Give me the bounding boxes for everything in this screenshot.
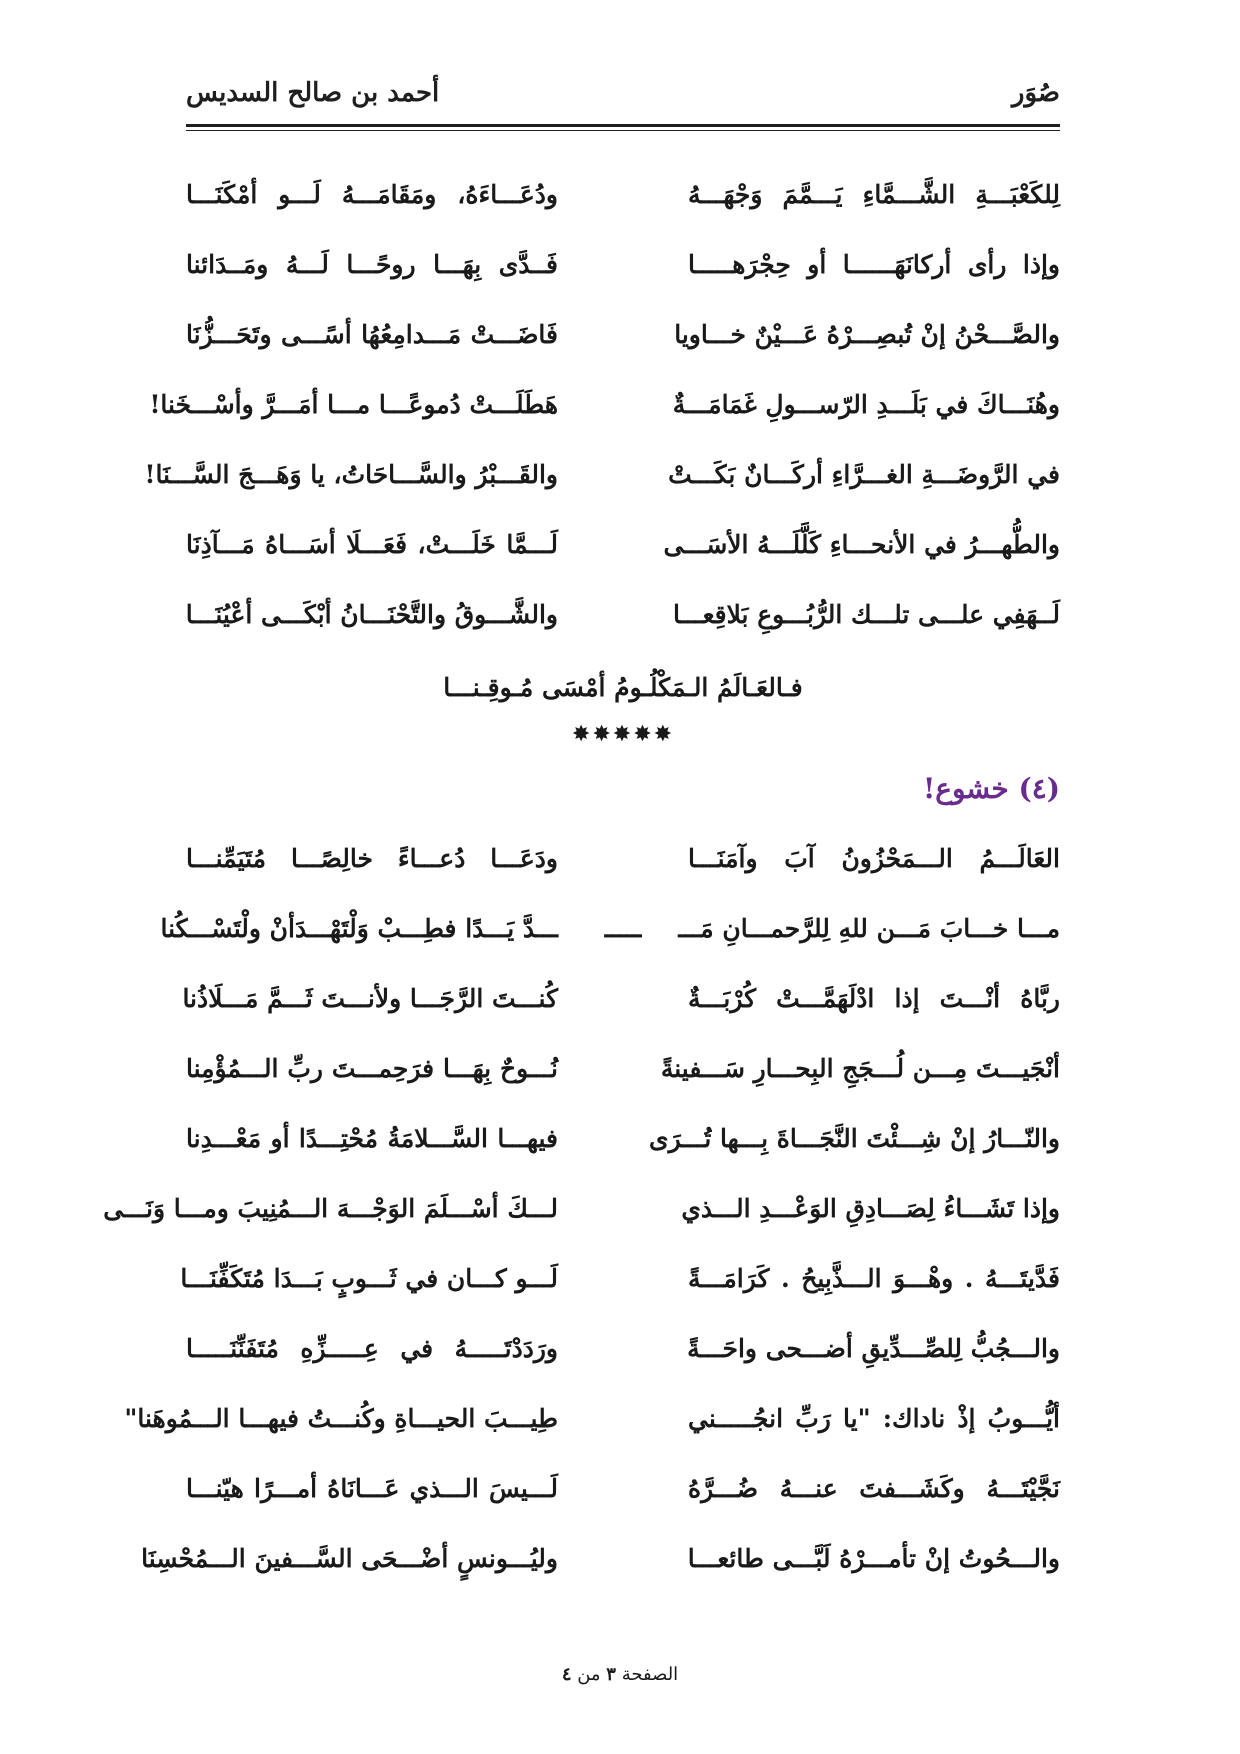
hemistich-first: والـــجُبُّ لِلصِّـــدِّيقِ أضـــحى واحَـــةً bbox=[687, 1334, 1060, 1363]
verse bbox=[180, 1264, 1060, 1334]
hemistich-first: والطُّهـــرُ في الأنحـــاءِ كَلَّلَـــهُ الأسَـــى bbox=[663, 530, 1060, 559]
hemistich-second: فَــدَّى بِهَـــا روحًـــا لَـــهُ ومَــدَائنا bbox=[186, 250, 558, 279]
page-label: الصفحة bbox=[621, 1664, 679, 1685]
hemistich-first: والصَّـــحْنُ إنْ تُبصِـــرْهُ عَـــيْنٌ خـــاويا bbox=[674, 320, 1060, 349]
hemistich-first: العَالَـــمُ الـــمَحْزُونُ آبَ وآمَنَـــا bbox=[688, 844, 1060, 873]
hemistich-second: ورَدَدْتَـــــهُ في عِـــــزِّهِ مُتَفَنِّنَـــــا bbox=[186, 1334, 558, 1363]
verse bbox=[103, 1194, 1060, 1264]
verse bbox=[186, 250, 1060, 320]
running-header bbox=[186, 78, 1060, 118]
hemistich-first: أيُّـــوبُ إذْ ناداك: "يا رَبِّ انجُـــــني bbox=[688, 1404, 1060, 1433]
hemistich-first: فَدَّيتَـــهُ . وهْـــوَ الـــذَّبِيحُ . كَرَامَـــةً bbox=[688, 1264, 1060, 1293]
hemistich-second: والشَّـــوقُ والتَّحْنَـــانُ أبْكَـــى أعْيُنَـــا bbox=[185, 600, 558, 629]
verse bbox=[186, 1124, 1060, 1194]
header-rule-thin bbox=[186, 130, 1060, 131]
verse bbox=[182, 984, 1060, 1054]
star-separator: ✸✸✸✸✸ bbox=[571, 722, 675, 747]
hemistich-first: لَــهَفِي علـــى تلـــك الرُّبُـــوعِ بَلاقِعـــا bbox=[673, 600, 1060, 629]
hemistich-first: ربَّاهُ أنْـــتَ إذا ادْلَهَمَّـــتْ كُرْبَـــةٌ bbox=[688, 984, 1060, 1013]
verse bbox=[186, 844, 1060, 914]
hemistich-second: ـــدَّ يَـــدًا فطِـــبْ وَلْتَهْـــدَأنْ ولْتَسْـــكُنا bbox=[160, 914, 558, 943]
hemistich-second: لـــكَ أسْـــلَمَ الوَجْـــهَ الـــمُنِيبَ ومـــا وَنَـــى bbox=[103, 1194, 558, 1223]
hemistich-first: أنْجَيـــتَ مِـــن لُـــجَجِ البِحـــارِ سَـــفينةً bbox=[660, 1054, 1060, 1083]
verse bbox=[141, 1544, 1060, 1614]
hemistich-first: والـــحُوتُ إنْ تأمـــرْهُ لَبَّـــى طائعـــا bbox=[687, 1544, 1060, 1573]
hemistich-connector: ـــــ bbox=[604, 914, 642, 943]
verse bbox=[160, 914, 1060, 984]
hemistich-second: ودَعَـــا دُعـــاءً خالِصًـــا مُتَيَمِّنـــا bbox=[186, 844, 558, 873]
verse bbox=[124, 1404, 1060, 1474]
hemistich-second: طِيـــبَ الحيـــاةِ وكُنـــتُ فيهـــا الـــمُوهَنا" bbox=[124, 1404, 558, 1433]
verse bbox=[186, 600, 1060, 670]
verse bbox=[186, 1474, 1060, 1544]
hemistich-second: لَـــمَّا خَلَـــتْ، فَعَـــلَا أسَـــاهُ مَـــآذِنَا bbox=[186, 530, 558, 559]
page-of: من bbox=[577, 1664, 601, 1685]
hemistich-first: وهُنَـــاكَ في بَلَـــدِ الرّســـولِ غَمَامَـــةٌ bbox=[672, 390, 1060, 419]
hemistich-second: ودُعَـــاءَهُ، ومَقَامَـــهُ لَـــو أمْكَنَـــا bbox=[186, 180, 558, 209]
hemistich-first: لِلكَعْبَـــةِ الشَّـــمَّاءِ يَـــمَّمَ وَجْهَـــهُ bbox=[688, 180, 1060, 209]
hemistich-second: كُنـــتَ الرَّجَـــا ولأنـــتَ ثَـــمَّ مَـــلَاذُنا bbox=[182, 984, 558, 1013]
hemistich-second: فَاضَـــتْ مَـــدامِعُهُا أسًـــى وتَحَـــزُّنَا bbox=[186, 320, 558, 349]
poem-khushu bbox=[103, 844, 1060, 1614]
verse bbox=[186, 530, 1060, 600]
hemistich-second: لَـــو كـــان في ثَـــوبٍ بَـــدَا مُتَكَفِّنَـــا bbox=[180, 1264, 558, 1293]
page-total: ٤ bbox=[561, 1664, 572, 1685]
page-footer bbox=[0, 1664, 1240, 1685]
header-rule-thick bbox=[186, 124, 1060, 127]
poem-continuation bbox=[144, 180, 1060, 670]
hemistich-first: مـــا خـــابَ مَـــن للهِ لِلرَّحمـــانِ مَـــ bbox=[678, 914, 1060, 943]
hemistich-first: وإذا تَشَـــاءُ لِصَـــادِقِ الوَعْـــدِ الـــذي bbox=[681, 1194, 1060, 1223]
hemistich-second: هَطَلَـــتْ دُموعًـــا مـــا أمَـــرَّ وأسْـــخَنا! bbox=[149, 390, 558, 419]
hemistich-second: نُـــوحٌ بِهَـــا فرَحِمـــتَ ربِّ الـــمُؤْمِنا bbox=[186, 1054, 558, 1083]
hemistich-first: والنّـــارُ إنْ شِـــئْتَ النَّجَـــاةَ بِـــها تُـــرَى bbox=[649, 1124, 1060, 1153]
verse bbox=[186, 1334, 1060, 1404]
verse bbox=[186, 180, 1060, 250]
hemistich-second: لَـــيسَ الـــذي عَـــانَاهُ أمـــرًا هيّنـــا bbox=[186, 1474, 558, 1503]
hemistich-first: نَجَّيْتَـــهُ وكَشَـــفتَ عنـــهُ ضُـــرَّهُ bbox=[688, 1474, 1060, 1503]
closing-line: فـالعَـالَمُ الـمَكْلُـومُ أمْسَى مُـوقِـنـــا bbox=[443, 673, 803, 702]
section-heading: (٤) خشوع! bbox=[922, 772, 1060, 805]
hemistich-second: والقَـــبْرُ والسَّـــاحَاتُ، يا وَهَـــجَ السَّـــنَا! bbox=[144, 460, 558, 489]
page-current: ٣ bbox=[606, 1664, 616, 1685]
book-title: صُوَر bbox=[1011, 78, 1060, 108]
author-name: أحمد بن صالح السديس bbox=[186, 78, 440, 108]
hemistich-second: وليُـــونسٍ أضْـــحَى السَّـــفينَ الـــمُحْسِنَا bbox=[141, 1544, 558, 1573]
verse bbox=[186, 1054, 1060, 1124]
hemistich-first: وإذا رأى أركانَهَــــــا أو حِجْرَهـــــا bbox=[688, 250, 1060, 279]
verse bbox=[144, 460, 1060, 530]
verse bbox=[149, 390, 1060, 460]
hemistich-first: في الرَّوضَـــةِ الغـــرَّاءِ أركَـــانٌ بَكَـــتْ bbox=[668, 460, 1060, 489]
verse bbox=[186, 320, 1060, 390]
hemistich-second: فيهـــا السَّـــلامَةُ مُحْتِـــدًا أو مَعْـــدِنا bbox=[186, 1124, 558, 1153]
